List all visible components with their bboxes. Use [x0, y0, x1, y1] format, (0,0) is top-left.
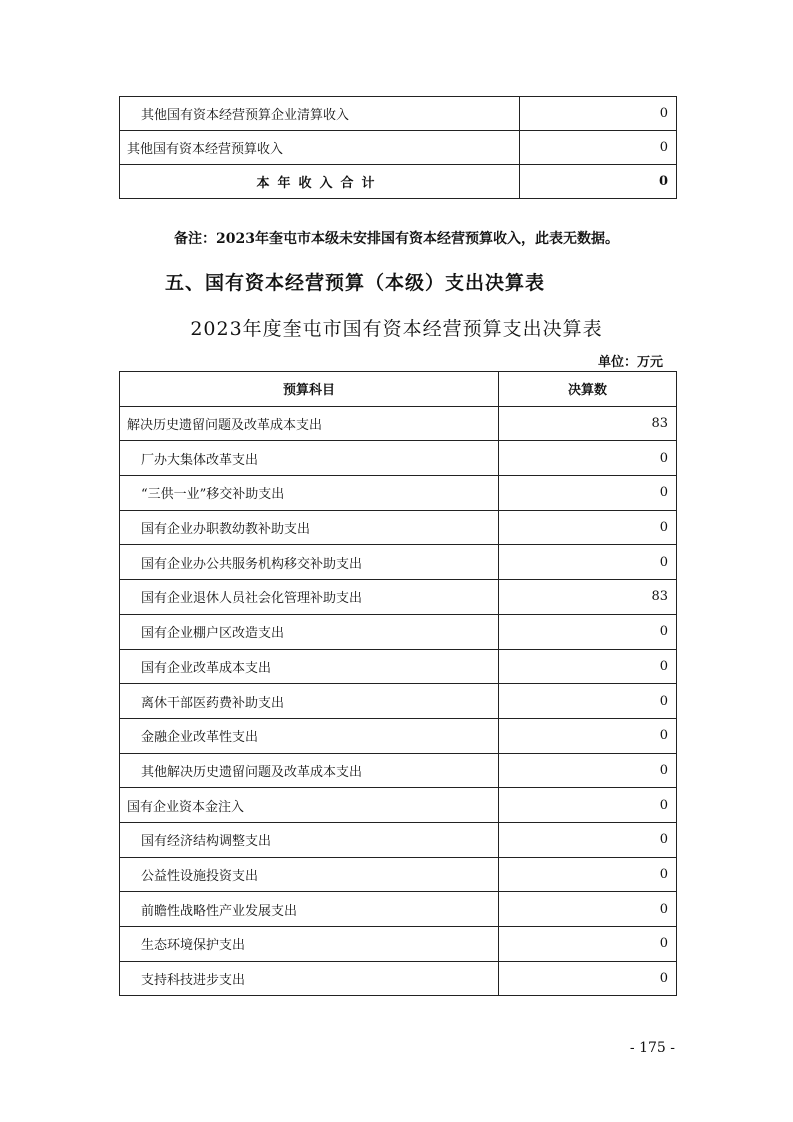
row-amount: 0	[499, 857, 677, 892]
table-row	[120, 718, 677, 753]
row-amount: 0	[520, 97, 677, 131]
row-subject: 国有企业棚户区改造支出	[120, 614, 499, 649]
page-number: - 175 -	[629, 1040, 675, 1056]
table-row	[120, 927, 677, 962]
row-subject: 前瞻性战略性产业发展支出	[120, 892, 499, 927]
row-subject: 国有企业办职教幼教补助支出	[120, 510, 499, 545]
table-row	[120, 510, 677, 545]
row-amount: 0	[499, 649, 677, 684]
table-row	[120, 822, 677, 857]
row-subject: 其他国有资本经营预算企业清算收入	[120, 97, 520, 131]
row-amount: 83	[499, 406, 677, 441]
row-subject: 离休干部医药费补助支出	[120, 684, 499, 719]
row-amount: 0	[499, 892, 677, 927]
row-subject: 国有企业退休人员社会化管理补助支出	[120, 580, 499, 615]
expenditure-table-body	[120, 406, 677, 996]
row-amount: 0	[499, 476, 677, 511]
row-amount: 0	[499, 510, 677, 545]
income-table-body	[120, 97, 677, 199]
expenditure-table	[119, 371, 677, 996]
table-row	[120, 961, 677, 996]
row-amount: 0	[499, 614, 677, 649]
row-subject: 其他国有资本经营预算收入	[120, 131, 520, 165]
table-row	[120, 788, 677, 823]
row-amount: 0	[499, 822, 677, 857]
header-budget-subject: 预算科目	[120, 372, 499, 407]
row-amount: 0	[499, 441, 677, 476]
table-row	[120, 441, 677, 476]
table-title: 2023年度奎屯市国有资本经营预算支出决算表	[190, 318, 603, 340]
table-row	[120, 892, 677, 927]
table-row	[120, 131, 677, 165]
row-amount: 0	[499, 927, 677, 962]
section-title: 五、国有资本经营预算（本级）支出决算表	[165, 272, 546, 294]
unit-label: 单位：万元	[597, 355, 663, 370]
row-amount: 0	[499, 788, 677, 823]
header-final-amount: 决算数	[499, 372, 677, 407]
remark-note: 备注：2023年奎屯市本级未安排国有资本经营预算收入，此表无数据。	[174, 231, 619, 247]
row-amount: 0	[520, 131, 677, 165]
row-subject: 解决历史遗留问题及改革成本支出	[120, 406, 499, 441]
table-row	[120, 406, 677, 441]
row-amount: 0	[499, 718, 677, 753]
row-subject: 国有企业改革成本支出	[120, 649, 499, 684]
row-amount: 0	[499, 961, 677, 996]
total-label: 本年收入合计	[120, 165, 520, 199]
row-amount: 0	[499, 545, 677, 580]
table-row	[120, 580, 677, 615]
row-subject: “三供一业”移交补助支出	[120, 476, 499, 511]
row-subject: 国有企业资本金注入	[120, 788, 499, 823]
row-amount: 0	[499, 684, 677, 719]
total-amount: 0	[520, 165, 677, 199]
row-amount: 0	[499, 753, 677, 788]
row-subject: 支持科技进步支出	[120, 961, 499, 996]
row-subject: 国有经济结构调整支出	[120, 822, 499, 857]
table-row	[120, 684, 677, 719]
table-row	[120, 649, 677, 684]
row-subject: 公益性设施投资支出	[120, 857, 499, 892]
row-amount: 83	[499, 580, 677, 615]
table-row	[120, 614, 677, 649]
table-row	[120, 97, 677, 131]
table-row	[120, 545, 677, 580]
row-subject: 生态环境保护支出	[120, 927, 499, 962]
total-row	[120, 165, 677, 199]
table-row	[120, 476, 677, 511]
row-subject: 厂办大集体改革支出	[120, 441, 499, 476]
table-row	[120, 753, 677, 788]
row-subject: 国有企业办公共服务机构移交补助支出	[120, 545, 499, 580]
row-subject: 其他解决历史遗留问题及改革成本支出	[120, 753, 499, 788]
row-subject: 金融企业改革性支出	[120, 718, 499, 753]
income-table	[119, 96, 677, 199]
table-header-row	[120, 372, 677, 407]
table-row	[120, 857, 677, 892]
